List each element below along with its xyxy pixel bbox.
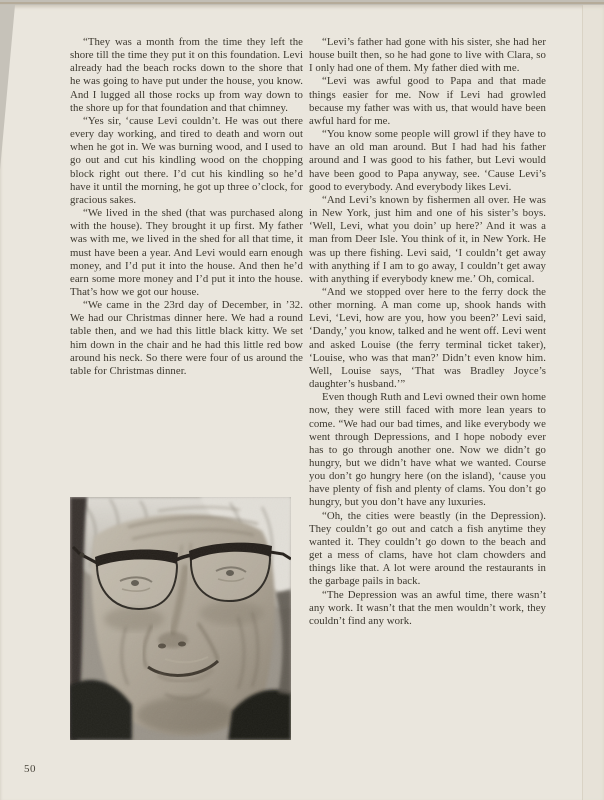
left-text-column (70, 36, 303, 378)
right-text-column (309, 36, 546, 628)
paragraph: “And Levi’s known by fishermen all over. He was in New York, just him and one of his sister’s boys. ‘Well, Levi, what you doin’ up here?’ And it was a man from Deer Isle. You think of it, in New York. He was up there fishing. Levi said, ‘I couldn’t get away with anything if I am to go away, I couldn’t get away with anything if everybody knew me.’ Oh, comical. (309, 193, 546, 285)
paragraph: “Yes sir, ‘cause Levi couldn’t. He was out there every day working, and tired to death and worn out when he got in. We was burning wood, and I used to go out and cut his kindling wood on the chopping block right out there. I’d cut his kindling so he’d have it until the morning, he got up three o’clock, for gracious sakes. (70, 114, 303, 206)
paragraph: “They was a month from the time they left the shore till the time they put it on this foundation. Levi already had the beach rocks down to the shore that he was going to have put under the house, you know. And I lugged all those rocks up from way down to the shore up for that foundation and that chimney. (70, 36, 303, 114)
paragraph: “The Depression was an awful time, there wasn’t any work. It wasn’t that the men wouldn’t work, they couldn’t find any work. (309, 588, 546, 627)
paragraph: “Levi’s father had gone with his sister, she had her house built then, so he had gone to live with Clara, so I only had one of them. My father died with me. (309, 36, 546, 75)
page-right-edge (582, 5, 604, 800)
paragraph: “And we stopped over here to the ferry dock the other morning. A man come up, shook hands with Levi, ‘Levi, how are you, how you been?’ Levi said, ‘Dandy,’ you know, talked and he went off. Levi went and asked Louise (the ferry terminal ticket taker), ‘Louise, who was that man?’ Didn’t even know him. Well, Louise says, ‘That was Bradley Joyce’s daughter’s husband.’” (309, 285, 546, 391)
page-top-edge (0, 2, 604, 4)
portrait-photo (70, 497, 291, 740)
paragraph: “You know some people will growl if they have to have an old man around. But I had had his father around and I was good to his father, but Levi would have been good to Papa anyway, see. ‘Cause Levi’s good to everybody. And everybody likes Levi. (309, 128, 546, 193)
page-corner-notch (0, 5, 15, 170)
paragraph: Even though Ruth and Levi owned their own home now, they were still faced with more lean years to come. “We had our bad times, and like everybody we went through Depressions, and I hope nobody ever has to go through another one. Now we didn’t go hungry, but we didn’t have what we wanted. Course you don’t go hungry here (on the island), ‘cause you have plenty of fish and plenty of clams. You don’t go hungry, but you don’t have any luxuries. (309, 391, 546, 509)
page-number: 50 (24, 763, 36, 775)
portrait-image (70, 497, 291, 740)
paragraph: “We lived in the shed (that was purchased along with the house). They brought it up first. My father was with me, we lived in the shed for all that time, it must have been a year. And Levi would earn enough money, and I’d put it into the house. And then he’d earn some more money and I’d put it into the house. That’s how we got our house. (70, 207, 303, 298)
paragraph: “Oh, the cities were beastly (in the Depression). They couldn’t go out and catch a fish anytime they wanted it. They couldn’t go down to the beach and get a mess of clams, have hot clam chowders and things like that. A lot were around the restaurants in the garbage pails in back. (309, 509, 546, 588)
paragraph: “Levi was awful good to Papa and that made things easier for me. Now if Levi had growled because my father was with us, that would have been awful hard for me. (309, 75, 546, 127)
paragraph: “We came in the 23rd day of December, in ’32. We had our Christmas dinner here. We had a round table then, and we had this little black kitty. We set him down in the chair and he had this little red bow around his neck. So there were four of us around the table for Christmas dinner. (70, 299, 303, 377)
book-page (0, 5, 604, 800)
